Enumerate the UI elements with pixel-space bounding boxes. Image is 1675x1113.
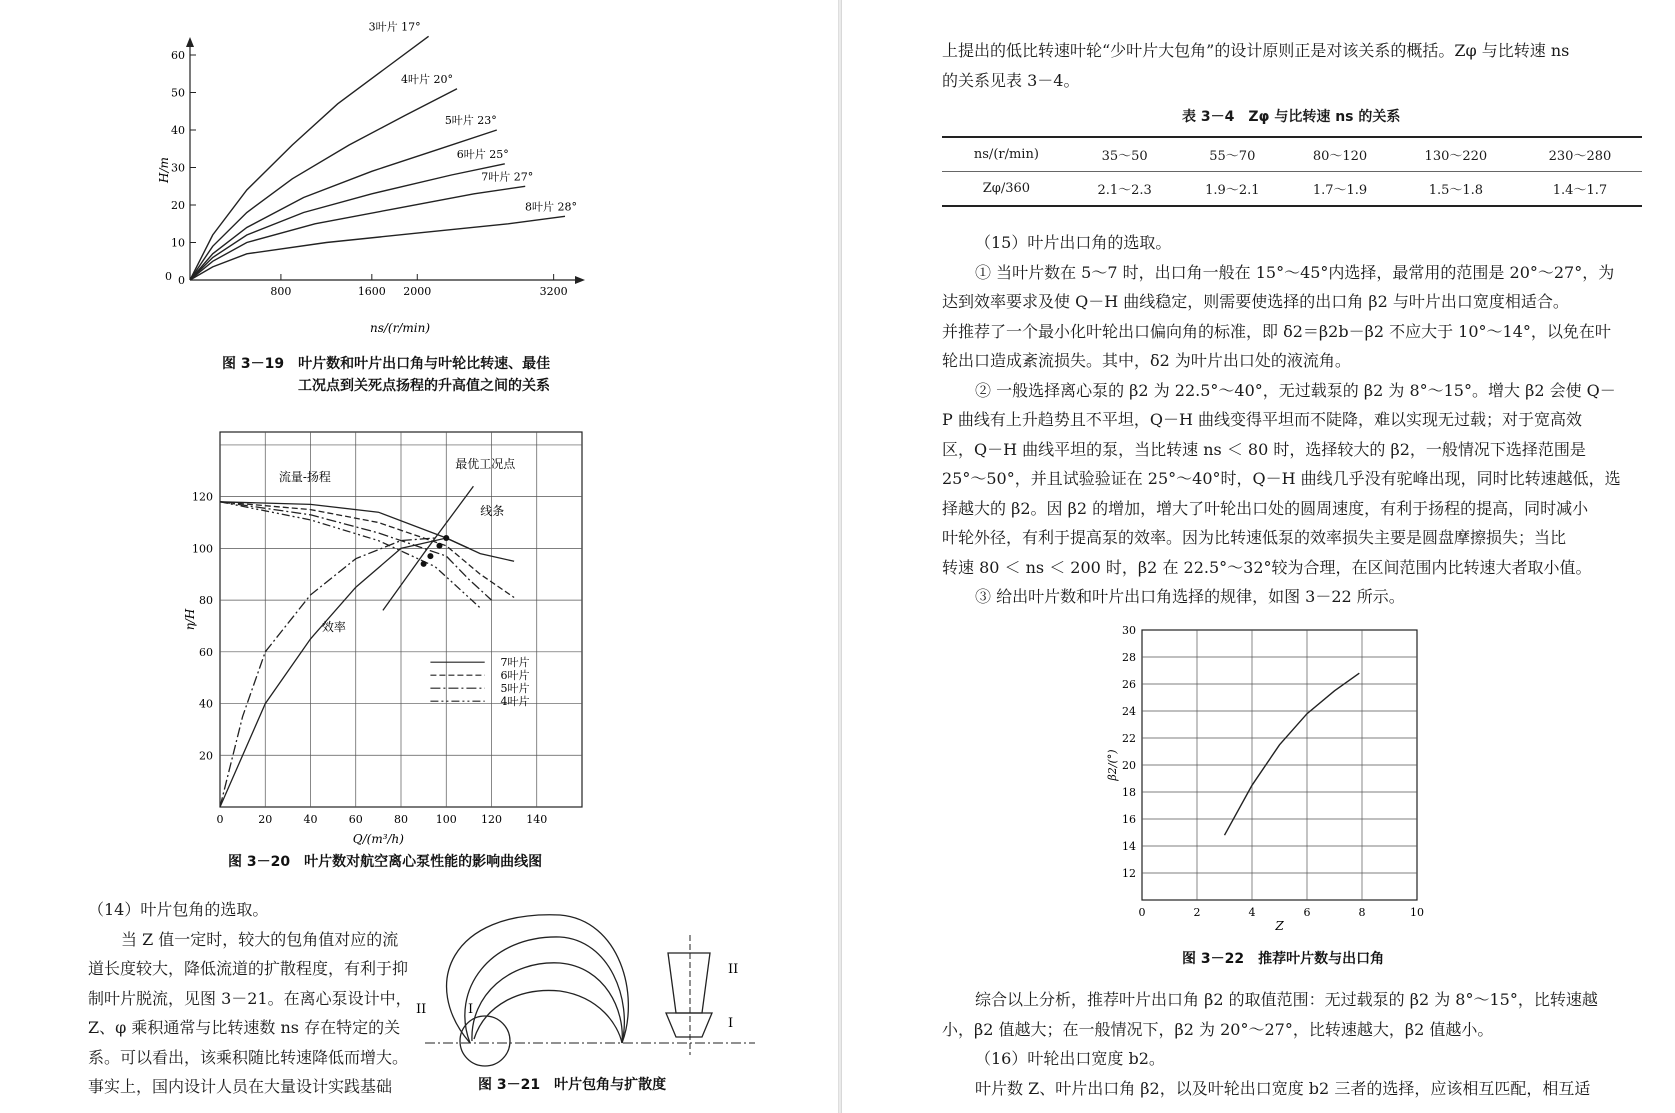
fig20-series-line — [220, 538, 469, 807]
section-15-line: ② 一般选择离心泵的 β2 为 22.5°～40°，无过载泵的 β2 为 8°～15°。增大 β2 会使 Q－ — [975, 380, 1616, 400]
section-14-line: 事实上，国内设计人员在大量设计实践基础 — [88, 1077, 393, 1096]
table-cell: 1.5～1.8 — [1394, 172, 1518, 207]
fig20-x-tick-label: 0 — [216, 813, 224, 826]
section-15-line: 区，Q－H 曲线平坦的泵，当比转速 ns ＜ 80 时，选择较大的 β2，一般情况下选择范围是 — [942, 439, 1586, 459]
fig20-grid — [220, 432, 582, 807]
fig22-x-tick-label: 6 — [1303, 906, 1311, 919]
fig19-y-tick-label: 40 — [171, 124, 185, 137]
fig21-label-I-right: I — [728, 1016, 734, 1031]
bottom-line: 小，β2 值越大；在一般情况下，β2 为 20°～27°，比转速越大，β2 值越小。 — [942, 1019, 1494, 1039]
fig22-curves — [1225, 673, 1360, 835]
table-cell: 1.9～2.1 — [1178, 172, 1286, 207]
fig20-y-tick-label: 80 — [199, 594, 213, 608]
section-15-line: P 曲线有上升趋势且不平坦，Q－H 曲线变得平坦而不陡降，难以实现无过载；对于宽高效 — [942, 410, 1583, 429]
fig19-y-tick-label: 50 — [171, 86, 185, 100]
table-3-4 — [942, 136, 1642, 207]
table-row — [942, 137, 1642, 172]
fig19-series-label: 5叶片 23° — [444, 114, 497, 127]
bottom-line: 综合以上分析，推荐叶片出口角 β2 的取值范围：无过载泵的 β2 为 8°～15°，比转速越 — [975, 990, 1598, 1009]
fig20-y-tick-label: 100 — [192, 542, 213, 556]
fig19-axes — [186, 37, 585, 284]
section-15-line: 转速 80 ＜ ns ＜ 200 时，β2 在 22.5°～32°较为合理，在区间范围内比转速大者取小值。 — [942, 557, 1592, 577]
fig20-y-tick-label: 20 — [199, 749, 213, 763]
section-15-line: 25°～50°，并且试验验证在 25°～40°时，Q－H 曲线几乎没有驼峰出现，同时比转速越低，选 — [942, 469, 1621, 488]
figure-3-19-caption-line2: 工况点到关死点扬程的升高值之间的关系 — [298, 378, 550, 394]
figure-3-20-chart — [180, 420, 620, 846]
table-cell: 230～280 — [1518, 137, 1642, 172]
section-15-line: 达到效率要求及使 Q－H 曲线稳定，则需要使选择的出口角 β2 与叶片出口宽度相适合。 — [942, 292, 1569, 311]
section-15-line: 轮出口造成紊流损失。其中，δ2 为叶片出口处的液流角。 — [942, 351, 1351, 370]
fig20-legend-label: 7叶片 — [500, 656, 530, 670]
fig19-x-label: ns/(r/min) — [369, 321, 431, 335]
table-cell: 80～120 — [1286, 137, 1394, 172]
fig19-origin-label: 0 — [165, 270, 172, 283]
fig20-optimal-point — [436, 543, 442, 549]
fig22-y-tick-label: 22 — [1122, 732, 1136, 745]
fig19-y-tick-label: 10 — [171, 236, 185, 250]
fig20-text — [183, 456, 547, 846]
fig20-legend-label: 5叶片 — [500, 682, 530, 696]
section-14-block — [88, 895, 412, 1102]
section-14-line: 制叶片脱流，见图 3－21。在离心泵设计中， — [88, 988, 412, 1008]
fig22-y-tick-label: 12 — [1122, 867, 1136, 880]
right-page — [842, 0, 1675, 1113]
figure-3-21-caption: 图 3－21 叶片包角与扩散度 — [478, 1077, 667, 1093]
fig20-label-head: 流量-扬程 — [278, 470, 331, 485]
fig20-label-line: 线条 — [480, 503, 505, 518]
fig22-y-label: β2/(°) — [1106, 749, 1119, 781]
fig22-y-tick-label: 18 — [1122, 786, 1136, 799]
section-15-block — [942, 228, 1642, 612]
fig19-y-arrow — [186, 37, 194, 47]
fig21-label-II-right: II — [728, 962, 739, 977]
section-15-line: ③ 给出叶片数和叶片出口角选择的规律，如图 3－22 所示。 — [975, 587, 1405, 606]
fig22-x-tick-label: 8 — [1358, 906, 1366, 919]
top-line: 的关系见表 3－4。 — [942, 70, 1080, 90]
fig20-label-optimal: 最优工况点 — [455, 457, 516, 472]
fig22-x-tick-label: 0 — [1138, 906, 1146, 919]
fig19-y-label: H/m — [157, 157, 171, 183]
fig19-x-tick-label: 3200 — [539, 285, 568, 298]
fig20-optimal-point — [421, 561, 427, 567]
fig21-label-II-left: II — [416, 1002, 427, 1017]
table-cell: 1.7～1.9 — [1286, 172, 1394, 207]
table-cell: 55～70 — [1178, 137, 1286, 172]
section-15-line: 叶轮外径，有利于提高泵的效率。因为比转速低泵的效率损失主要是圆盘摩擦损失；当比 — [942, 528, 1567, 547]
fig22-x-label: Z — [1275, 919, 1284, 933]
fig19-y-tick-label: 0 — [178, 274, 185, 287]
fig20-curves — [220, 486, 514, 807]
table-row — [942, 172, 1642, 207]
fig20-series-line — [220, 538, 435, 807]
fig19-series-label: 8叶片 28° — [525, 200, 577, 214]
fig20-y-tick-label: 60 — [199, 645, 213, 659]
fig20-x-tick-label: 120 — [481, 813, 502, 826]
fig19-x-tick-label: 1600 — [357, 285, 386, 298]
bottom-paragraph — [942, 985, 1642, 1103]
fig20-label-efficiency: 效率 — [321, 620, 346, 635]
fig20-series-line — [220, 502, 514, 598]
section-14-line: 道长度较大，降低流道的扩散程度，有利于抑 — [88, 959, 409, 978]
section-15-line: 并推荐了一个最小化叶轮出口偏向角的标准，即 δ2＝β2b－β2 不应大于 10°～14°，以免在叶 — [942, 321, 1611, 341]
fig19-text — [157, 19, 577, 335]
fig20-y-tick-label: 40 — [199, 697, 213, 711]
fig20-x-tick-label: 80 — [394, 813, 408, 826]
top-paragraph — [942, 36, 1642, 95]
fig20-x-label: Q/(m³/h) — [352, 832, 404, 846]
fig22-y-tick-label: 26 — [1122, 678, 1136, 691]
fig22-y-tick-label: 28 — [1122, 651, 1136, 664]
fig22-series-line — [1225, 673, 1360, 835]
fig19-x-tick-label: 800 — [270, 285, 292, 298]
fig20-y-tick-label: 120 — [192, 490, 213, 504]
fig21-label-I-left: I — [468, 1002, 474, 1017]
fig22-y-tick-label: 30 — [1122, 624, 1136, 637]
table-cell: Zφ/360 — [942, 172, 1071, 207]
fig19-y-tick-label: 30 — [171, 161, 185, 175]
fig22-grid — [1142, 630, 1417, 900]
fig22-x-tick-label: 2 — [1193, 906, 1201, 919]
bottom-line: （16）叶轮出口宽度 b2。 — [975, 1049, 1165, 1068]
fig19-series-label: 3叶片 17° — [368, 20, 421, 34]
fig22-y-tick-label: 24 — [1122, 705, 1136, 718]
fig22-y-tick-label: 16 — [1122, 813, 1136, 826]
fig20-x-tick-label: 100 — [435, 813, 457, 826]
figure-3-22-caption: 图 3－22 推荐叶片数与出口角 — [1182, 951, 1385, 967]
table-cell: 1.4～1.7 — [1518, 172, 1642, 207]
figure-3-19-chart — [150, 20, 650, 340]
section-15-line: 择越大的 β2。因 β2 的增加，增大了叶轮出口处的圆周速度，有利于扬程的提高，同时减小 — [942, 498, 1589, 518]
top-line: 上提出的低比转速叶轮“少叶片大包角”的设计原则正是对该关系的概括。Zφ 与比转速 ns — [942, 41, 1570, 60]
fig19-y-tick-label: 20 — [171, 199, 185, 212]
fig19-x-tick-label: 2000 — [403, 285, 432, 298]
fig20-y-label: η/H — [183, 608, 197, 631]
fig22-x-tick-label: 4 — [1248, 906, 1256, 919]
fig20-x-tick-label: 40 — [303, 813, 318, 826]
fig19-series-label: 4叶片 20° — [401, 72, 454, 86]
fig19-series-line — [190, 216, 565, 280]
fig19-series-label: 6叶片 25° — [456, 147, 509, 161]
section-15-title: （15）叶片出口角的选取。 — [975, 233, 1172, 252]
table-cell: 130～220 — [1394, 137, 1518, 172]
section-15-line: ① 当叶片数在 5～7 时，出口角一般在 15°～45°内选择，最常用的范围是 20°～27°，为 — [975, 262, 1615, 282]
table-cell: ns/(r/min) — [942, 137, 1071, 172]
figure-3-22-chart — [1102, 620, 1442, 945]
fig20-x-tick-label: 60 — [348, 813, 363, 826]
fig20-x-tick-label: 140 — [526, 813, 548, 826]
fig22-y-tick-label: 14 — [1122, 840, 1136, 853]
table-cell: 35～50 — [1071, 137, 1179, 172]
bottom-line: 叶片数 Z、叶片出口角 β2，以及叶轮出口宽度 b2 三者的选择，应该相互匹配，相互适 — [975, 1078, 1591, 1098]
fig20-optimal-point — [427, 553, 433, 559]
fig19-y-tick-label: 60 — [171, 49, 185, 62]
fig22-y-tick-label: 20 — [1122, 759, 1136, 772]
figure-3-20-caption: 图 3－20 叶片数对航空离心泵性能的影响曲线图 — [228, 854, 543, 870]
section-14-line: 系。可以看出，该乘积随比转速降低而增大。 — [88, 1047, 409, 1067]
fig19-x-arrow — [575, 276, 585, 284]
fig20-legend-label: 6叶片 — [500, 669, 530, 683]
fig20-x-tick-label: 20 — [258, 813, 273, 826]
fig20-optimal-point — [443, 535, 449, 541]
section-14-line: 当 Z 值一定时，较大的包角值对应的流 — [121, 929, 399, 949]
fig22-text — [1106, 624, 1424, 933]
table-cell: 2.1～2.3 — [1071, 172, 1179, 207]
figure-3-21-diagram — [410, 915, 760, 1065]
fig19-series-label: 7叶片 27° — [481, 170, 534, 184]
fig22-x-tick-label: 10 — [1410, 906, 1424, 919]
table-3-4-caption: 表 3－4 Zφ 与比转速 ns 的关系 — [1182, 109, 1401, 125]
figure-3-19-caption-line1: 图 3－19 叶片数和叶片出口角与叶轮比转速、最佳 — [222, 356, 551, 372]
section-14-title: （14）叶片包角的选取。 — [88, 900, 269, 919]
fig20-legend-label: 4叶片 — [500, 695, 530, 709]
section-14-line: Z、φ 乘积通常与比转速数 ns 存在特定的关 — [88, 1018, 401, 1037]
